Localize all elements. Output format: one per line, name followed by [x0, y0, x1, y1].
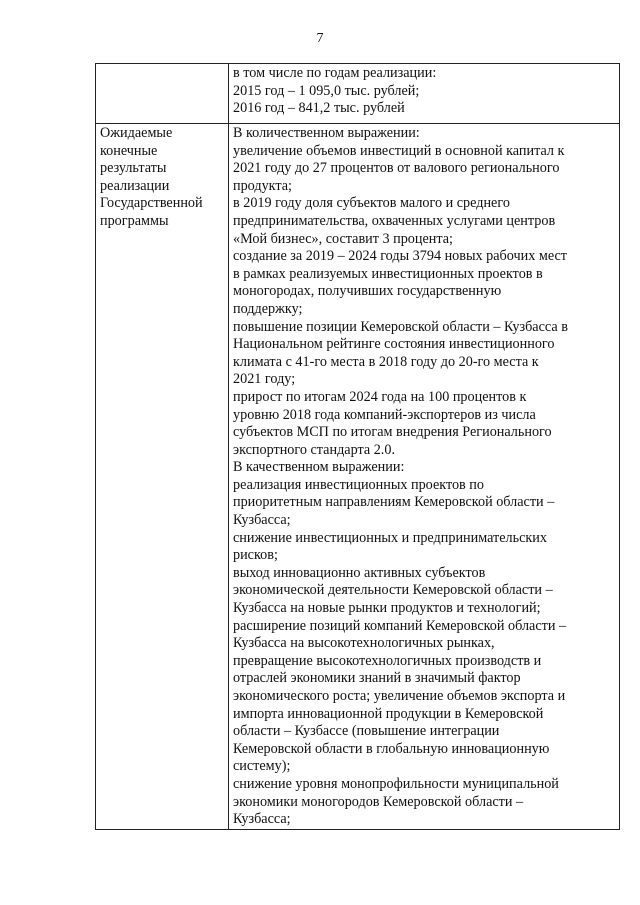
text-line: области – Кузбассе (повышение интеграции — [233, 723, 500, 740]
text-line: в том числе по годам реализации: — [233, 65, 437, 81]
text-line: прирост по итогам 2024 года на 100 процентов к — [233, 388, 527, 405]
text-line: экономики моногородов Кемеровской области – — [233, 793, 524, 810]
text-line: систему); — [233, 758, 291, 775]
text-line: снижение уровня монопрофильности муниципальной — [233, 775, 559, 792]
text-line: увеличение объемов инвестиций в основной капитал к — [233, 142, 565, 159]
row-content-cell — [229, 64, 620, 124]
text-line: выход инновационно активных субъектов — [233, 564, 486, 581]
text-line: реализация инвестиционных проектов по — [233, 476, 484, 493]
text-line: снижение инвестиционных и предпринимательских — [233, 529, 547, 546]
program-passport-table — [95, 63, 620, 830]
text-line: экономической деятельности Кемеровской области – — [233, 582, 553, 599]
text-line: конечные — [100, 142, 158, 159]
text-line: в 2019 году доля субъектов малого и среднего — [233, 195, 510, 212]
text-line: Кузбасса на высокотехнологичных рынках, — [233, 635, 495, 652]
text-line: 2021 году; — [233, 371, 296, 388]
row-label-cell — [96, 124, 229, 830]
text-line: создание за 2019 – 2024 годы 3794 новых рабочих мест — [233, 248, 567, 265]
text-line: отраслей экономики знаний в значимый фактор — [233, 670, 521, 687]
text-line: предпринимательства, охваченных услугами центров — [233, 212, 556, 229]
text-line: уровню 2018 года компаний-экспортеров из числа — [233, 406, 536, 423]
text-line: повышение позиции Кемеровской области – Кузбасса в — [233, 318, 568, 335]
text-line: импорта инновационной продукции в Кемеровской — [233, 705, 544, 722]
text-line: Кузбасса; — [233, 811, 291, 828]
text-line: Национальном рейтинге состояния инвестиционного — [233, 336, 555, 353]
text-line: 2016 год – 841,2 тыс. рублей — [233, 100, 405, 117]
text-line: Кузбасса; — [233, 512, 291, 529]
text-line: экономического роста; увеличение объемов экспорта и — [233, 688, 566, 704]
text-line: приоритетным направлениям Кемеровской области – — [233, 494, 555, 511]
text-line: 2021 году до 27 процентов от валового регионального — [233, 160, 560, 177]
text-line: субъектов МСП по итогам внедрения Регионального — [233, 424, 552, 441]
text-line: реализации — [100, 177, 170, 194]
text-line: В качественном выражении: — [233, 459, 405, 476]
row-label-cell — [96, 64, 229, 124]
row-content-cell — [229, 124, 620, 830]
page-number: 7 — [316, 31, 324, 46]
text-line: экспортного стандарта 2.0. — [233, 441, 395, 458]
text-line: климата с 41-го места в 2018 году до 20-го места к — [233, 353, 539, 370]
table-row-expected-results — [96, 124, 620, 830]
text-line: «Мой бизнес», составит 3 процента; — [233, 230, 453, 247]
text-line: продукта; — [233, 177, 293, 194]
text-line: Ожидаемые — [100, 125, 173, 141]
text-line: 2015 год – 1 095,0 тыс. рублей; — [233, 82, 420, 99]
text-line: программы — [100, 212, 169, 229]
text-line: рисков; — [233, 547, 278, 564]
text-line: превращение высокотехнологичных производств и — [233, 652, 542, 669]
text-line: в рамках реализуемых инвестиционных проектов в — [233, 265, 543, 282]
text-line: моногородах, получивших государственную — [233, 283, 502, 300]
text-line: результаты — [100, 160, 167, 177]
table-row-funding — [96, 64, 620, 124]
text-line: Кемеровской области в глобальную инновационную — [233, 740, 550, 757]
text-line: Кузбасса на новые рынки продуктов и технологий; — [233, 600, 541, 617]
text-line: расширение позиций компаний Кемеровской области – — [233, 617, 567, 634]
text-line: поддержку; — [233, 300, 303, 317]
text-line: Государственной — [100, 195, 203, 212]
text-line: В количественном выражении: — [233, 125, 420, 141]
